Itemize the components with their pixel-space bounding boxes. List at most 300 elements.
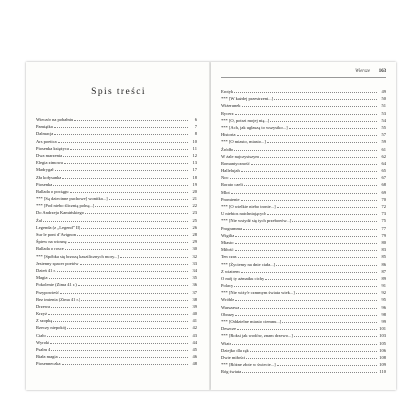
toc-entry-page: 79: [381, 232, 386, 238]
toc-entry: [36, 238, 197, 245]
toc-entry: [221, 146, 386, 153]
toc-entry-title: Psalm 4: [36, 347, 51, 352]
toc-entry-page: 69: [381, 189, 386, 195]
toc-entry: [221, 246, 386, 253]
toc-entry: [36, 217, 197, 224]
toc-entry: [221, 88, 386, 95]
toc-entry-title: *** [Nie wiży'e czmmym świata wiek...]: [221, 290, 295, 296]
toc-leader-dots: [260, 153, 377, 158]
toc-entry-page: 64: [381, 160, 386, 166]
toc-entry: [221, 275, 386, 282]
toc-entry: [36, 152, 197, 159]
toc-leader-dots: [246, 354, 377, 359]
toc-entry-page: 34: [192, 267, 197, 273]
toc-entry: [221, 325, 386, 332]
toc-entry-title: Pamiątka: [36, 124, 53, 130]
toc-entry-title: Wyroki: [36, 339, 50, 345]
toc-leader-dots: [251, 160, 377, 165]
toc-entry-title: Wiżerunek: [221, 103, 241, 109]
toc-leader-dots: [237, 325, 377, 330]
toc-leader-dots: [51, 346, 188, 351]
toc-entry: [36, 310, 197, 317]
toc-leader-dots: [78, 281, 188, 286]
toc-entry-page: 12: [192, 152, 197, 158]
toc-leader-dots: [70, 145, 188, 150]
toc-entry: [36, 353, 197, 360]
toc-entry-page: 101: [379, 326, 386, 332]
toc-entry-page: 29: [192, 239, 197, 245]
toc-entry-title: Romantyczność: [221, 160, 250, 166]
toc-entry-page: 89: [381, 275, 386, 281]
toc-leader-dots: [282, 318, 377, 323]
toc-entry-page: 110: [379, 369, 386, 375]
toc-entry-page: 80: [381, 239, 386, 245]
toc-leader-dots: [43, 217, 188, 222]
toc-leader-dots: [237, 131, 378, 136]
toc-entry-title: Pokolenie (Zima 41 r.): [36, 282, 77, 288]
toc-leader-dots: [276, 261, 377, 266]
toc-leader-dots: [81, 296, 188, 301]
toc-leader-dots: [63, 152, 188, 157]
toc-leader-dots: [277, 361, 377, 366]
toc-leader-dots: [80, 260, 189, 265]
toc-entry-title: Elegia zimowa: [36, 160, 63, 166]
toc-entry: [221, 138, 386, 145]
toc-entry-page: 51: [381, 103, 386, 109]
toc-entry-title: Madrygał: [36, 167, 54, 173]
toc-entry: [36, 267, 197, 274]
toc-leader-dots: [58, 138, 188, 143]
toc-leader-dots: [240, 304, 377, 309]
toc-entry: [36, 339, 197, 346]
toc-entry: [36, 202, 197, 209]
toc-entry-title: Drzewa: [36, 303, 50, 309]
toc-entry-title: Z szopką: [36, 318, 53, 324]
toc-leader-dots: [68, 238, 189, 243]
toc-entry-title: Dalmacja: [36, 131, 54, 137]
toc-entry-title: Miasto: [221, 239, 234, 245]
toc-entry-page: 53: [381, 110, 386, 116]
page-number: 163: [378, 69, 386, 74]
toc-entry-page: 46: [192, 354, 197, 360]
toc-entry-page: 43: [192, 332, 197, 338]
toc-entry-title: Piosenneczka: [36, 361, 61, 367]
toc-entry-page: 49: [381, 89, 386, 94]
toc-leader-dots: [50, 339, 188, 344]
toc-entry: [221, 95, 386, 102]
toc-entry-title: Ars poetica: [36, 138, 57, 144]
toc-leader-dots: [274, 95, 377, 100]
toc-entry: [36, 209, 197, 216]
toc-entry: [221, 181, 386, 188]
toc-entry: [36, 260, 197, 267]
toc-entry: [221, 131, 386, 138]
toc-entry-page: 61: [381, 146, 386, 152]
toc-entry: [36, 289, 197, 296]
toc-entry-page: 8: [194, 131, 197, 137]
toc-leader-dots: [234, 282, 377, 287]
toc-entry: [221, 289, 386, 296]
toc-entry: [36, 281, 197, 288]
toc-entry-page: 6: [194, 117, 197, 122]
toc-entry: [221, 261, 386, 268]
toc-entry-page: 21: [192, 196, 197, 202]
toc-entry-page: 72: [381, 204, 386, 209]
toc-leader-dots: [230, 174, 378, 179]
toc-entry-page: 26: [192, 224, 197, 230]
toc-leader-dots: [60, 289, 188, 294]
toc-entry-page: 92: [381, 290, 386, 296]
toc-entry-page: 68: [381, 182, 386, 188]
toc-entry-title: Dziejko dla rąk: [221, 347, 249, 353]
toc-entry-title: Jesienny spacer poetów: [36, 260, 79, 266]
toc-entry-page: 70: [381, 196, 386, 202]
toc-entry: [36, 346, 197, 353]
toc-entry-page: 96: [381, 304, 386, 310]
toc-entry-title: Miłość: [221, 247, 234, 253]
toc-entry-title: Krzyż: [36, 311, 47, 317]
toc-entry: [36, 174, 197, 181]
toc-leader-dots: [47, 332, 188, 337]
toc-leader-dots: [65, 245, 188, 250]
toc-entry-title: *** [Różne złote w świecie...]: [221, 362, 276, 368]
toc-entry-page: 65: [381, 168, 386, 174]
toc-entry-page: 42: [192, 325, 197, 331]
toc-entry: [36, 116, 197, 123]
toc-leader-dots: [51, 303, 188, 308]
toc-entry: [36, 324, 197, 331]
toc-entry-page: 50: [381, 96, 386, 102]
toc-leader-dots: [62, 174, 188, 179]
toc-leader-dots: [53, 317, 188, 322]
toc-entry-title: Legenda (z „Legend” II): [36, 224, 81, 230]
toc-entry-page: 39: [192, 303, 197, 309]
toc-entry-title: Sur le pont d’Avignon: [36, 232, 77, 237]
toc-entry: [221, 117, 386, 124]
toc-entry-title: *** [Roksi jak wodów, znam drzewo...]: [221, 333, 293, 339]
toc-entry-title: Przypowieść: [36, 289, 59, 295]
toc-entry-page: 67: [381, 175, 386, 181]
left-page: [26, 62, 211, 390]
toc-entry-title: Wigilia: [221, 232, 235, 238]
toc-entry-title: U niebios natchniających: [221, 211, 267, 217]
toc-entry-title: *** [Oddzielne miasto ciemnu...]: [221, 319, 282, 324]
toc-leader-dots: [81, 224, 188, 229]
toc-entry: [221, 225, 386, 232]
toc-entry-page: 28: [192, 232, 197, 237]
toc-entry-page: 10: [192, 138, 197, 144]
toc-entry: [36, 130, 197, 137]
toc-leader-dots: [62, 360, 189, 365]
toc-leader-dots: [277, 203, 377, 208]
toc-leader-dots: [232, 340, 377, 345]
toc-entry-page: 57: [381, 132, 386, 138]
toc-leader-dots: [235, 232, 377, 237]
toc-entry-page: 91: [381, 283, 386, 289]
toc-leader-dots: [53, 181, 188, 186]
toc-entry-title: *** [Nie wstydź się tych przeboeów...]: [221, 218, 292, 224]
toc-entry-page: 30: [192, 246, 197, 252]
toc-leader-dots: [95, 202, 188, 207]
toc-entry-title: *** [O wielkie niebo tronie...]: [221, 204, 276, 209]
toc-entry-page: 18: [192, 174, 197, 180]
toc-entry-title: Róg świata: [221, 369, 242, 375]
toc-leader-dots: [64, 159, 188, 164]
toc-entry-title: Warszawa: [221, 304, 240, 310]
toc-leader-dots: [238, 253, 377, 258]
toc-entry-page: 36: [192, 282, 197, 288]
toc-leader-dots: [234, 146, 377, 151]
toc-entry-page: 55: [381, 124, 386, 130]
toc-list-right: [221, 88, 386, 376]
toc-entry-page: 103: [379, 333, 386, 339]
toc-leader-dots: [292, 217, 377, 222]
toc-entry-title: Wiatr: [221, 340, 232, 346]
toc-entry: [36, 195, 197, 202]
toc-entry-page: 44: [192, 339, 197, 345]
toc-entry-title: Noc: [221, 175, 229, 181]
toc-entry-page: 19: [192, 181, 197, 187]
toc-leader-dots: [235, 239, 377, 244]
toc-entry: [221, 232, 386, 239]
running-head: Wiersze: [355, 69, 370, 74]
toc-entry: [221, 102, 386, 109]
toc-leader-dots: [294, 332, 377, 337]
toc-leader-dots: [250, 347, 377, 352]
toc-entry-title: *** [Spóbka się brzozą kasztlicznych mory...]: [36, 253, 119, 259]
toc-entry-page: 87: [381, 268, 386, 274]
toc-entry-title: Żal: [36, 217, 42, 223]
toc-entry-title: *** [O, potrzi mojej nią...]: [221, 117, 270, 123]
toc-entry: [221, 332, 386, 339]
toc-entry: [36, 138, 197, 145]
toc-entry-title: Dzień 41 r.: [36, 267, 56, 273]
toc-entry-page: 17: [192, 167, 197, 173]
toc-entry: [221, 189, 386, 196]
toc-leader-dots: [85, 209, 188, 214]
toc-entry: [221, 239, 386, 246]
toc-leader-dots: [235, 296, 377, 301]
toc-entry-title: Ballada o rosce: [36, 246, 64, 252]
toc-entry-page: 85: [381, 254, 386, 260]
toc-entry: [221, 160, 386, 167]
toc-leader-dots: [289, 124, 377, 129]
toc-entry-page: 11: [192, 145, 197, 151]
toc-entry-title: *** [W każdej przestrzeni...]: [221, 96, 274, 102]
toc-entry: [36, 253, 197, 260]
toc-entry: [221, 311, 386, 318]
toc-entry: [221, 253, 386, 260]
toc-entry-page: 35: [192, 275, 197, 281]
toc-entry-title: Ten czas: [221, 254, 237, 260]
toc-entry-title: *** [Pod niebo ślicznią polną...]: [36, 203, 95, 209]
toc-entry-page: 86: [381, 261, 386, 267]
toc-entry-title: Wieczór na pobałniu: [36, 117, 74, 122]
toc-leader-dots: [296, 289, 377, 294]
toc-entry: [221, 361, 386, 368]
toc-leader-dots: [54, 123, 188, 128]
toc-leader-dots: [59, 353, 188, 358]
toc-entry-page: 45: [192, 347, 197, 352]
toc-entry-title: Ballada o pociągu: [36, 188, 69, 194]
page-header: [221, 68, 386, 78]
toc-entry-page: 41: [192, 318, 197, 324]
toc-leader-dots: [120, 253, 188, 258]
right-page: [211, 62, 396, 390]
toc-leader-dots: [49, 274, 189, 279]
toc-entry-page: 95: [381, 297, 386, 303]
toc-entry: [221, 203, 386, 210]
toc-entry-title: Rzeczy niepokój: [36, 325, 67, 331]
toc-entry: [221, 296, 386, 303]
toc-entry-title: Rycerz: [221, 110, 234, 116]
toc-entry: [221, 340, 386, 347]
toc-entry-title: *** [O miasto, miasto...]: [221, 139, 266, 145]
toc-entry-page: 40: [192, 311, 197, 317]
toc-entry: [221, 282, 386, 289]
toc-entry: [221, 124, 386, 131]
toc-entry-title: Źródło: [221, 146, 234, 152]
toc-entry: [221, 217, 386, 224]
toc-entry-title: Obrazy: [221, 311, 235, 317]
toc-leader-dots: [243, 225, 377, 230]
toc-entry: [36, 332, 197, 339]
toc-leader-dots: [55, 166, 189, 171]
toc-entry-page: 32: [192, 253, 197, 259]
toc-entry-page: 75: [381, 218, 386, 224]
toc-entry-title: Hallelujah: [221, 168, 240, 174]
toc-entry-title: Historia: [221, 132, 236, 138]
toc-entry: [221, 268, 386, 275]
toc-leader-dots: [244, 181, 377, 186]
toc-entry-page: 59: [381, 139, 386, 145]
toc-entry: [36, 245, 197, 252]
toc-entry: [36, 159, 197, 166]
toc-entry-title: W żale najczystszym: [221, 153, 259, 159]
toc-entry-title: Piosenka księżyca: [36, 145, 69, 151]
toc-leader-dots: [74, 116, 188, 121]
toc-leader-dots: [265, 275, 377, 280]
toc-leader-dots: [241, 167, 377, 172]
toc-entry: [221, 304, 386, 311]
toc-entry: [36, 296, 197, 303]
toc-entry-page: 13: [192, 160, 197, 166]
toc-entry-title: Magia: [36, 275, 48, 281]
toc-entry-page: 109: [379, 362, 386, 368]
toc-entry: [221, 210, 386, 217]
toc-entry: [36, 360, 197, 367]
toc-entry-page: 99: [381, 319, 386, 324]
toc-entry-page: 106: [379, 347, 386, 353]
toc-entry-page: 73: [381, 211, 386, 217]
toc-leader-dots: [109, 195, 188, 200]
toc-leader-dots: [57, 267, 188, 272]
toc-entry: [221, 196, 386, 203]
toc-entry-page: 108: [379, 354, 386, 360]
toc-entry-page: 62: [381, 153, 386, 159]
toc-entry-title: *** [Są dziecinne puchowe] wonitka...]: [36, 196, 108, 202]
toc-entry-page: 38: [192, 296, 197, 302]
toc-entry-title: Dwa marzenia: [36, 152, 63, 158]
toc-leader-dots: [270, 117, 377, 122]
toc-leader-dots: [70, 188, 189, 193]
toc-entry: [36, 317, 197, 324]
toc-entry-title: Wróble: [221, 297, 235, 303]
toc-entry-page: 20: [192, 188, 197, 194]
toc-entry-title: *** [Życiemy na dnie ciała...]: [221, 261, 276, 267]
toc-entry: [36, 224, 197, 231]
toc-entry-title: *** [Ach, jak ugłaszą to wszystko...]: [221, 124, 288, 130]
toc-entry-title: Zła kołysanka: [36, 174, 62, 180]
toc-entry: [221, 153, 386, 160]
toc-entry: [36, 231, 197, 238]
toc-entry-title: Biała magia: [36, 354, 58, 360]
toc-entry-title: Deszcze: [221, 326, 236, 332]
toc-entry-title: Mlot: [221, 189, 230, 195]
toc-entry-title: Do Andrzeja Kamińskiego: [36, 210, 84, 216]
toc-entry-page: 83: [381, 247, 386, 253]
toc-entry-title: Z wiatrem: [221, 268, 240, 274]
toc-entry: [36, 181, 197, 188]
toc-entry-title: Promienie: [221, 196, 240, 202]
toc-leader-dots: [242, 368, 377, 373]
toc-entry-page: 37: [192, 289, 197, 295]
toc-entry-page: 105: [379, 340, 386, 346]
toc-leader-dots: [77, 231, 188, 236]
toc-leader-dots: [241, 268, 377, 273]
toc-list-left: [36, 116, 197, 368]
toc-leader-dots: [67, 324, 188, 329]
toc-entry: [221, 347, 386, 354]
toc-entry-page: 33: [192, 260, 197, 266]
toc-leader-dots: [241, 196, 378, 201]
toc-title: Spis treści: [91, 87, 146, 97]
toc-entry: [221, 167, 386, 174]
toc-leader-dots: [235, 110, 377, 115]
toc-entry: [221, 354, 386, 361]
toc-leader-dots: [242, 102, 377, 107]
toc-entry: [36, 274, 197, 281]
toc-entry: [36, 303, 197, 310]
toc-entry: [221, 110, 386, 117]
toc-entry-page: 7: [194, 124, 197, 130]
toc-entry-title: Ciało: [36, 332, 46, 338]
toc-entry-title: Dwie miłości: [221, 354, 246, 360]
toc-entry-title: Bez imienia (Zima 41 r.): [36, 296, 81, 302]
toc-entry-title: Polacy: [221, 283, 234, 289]
toc-leader-dots: [54, 130, 188, 135]
toc-entry-title: Rorato caeli: [221, 182, 243, 188]
toc-leader-dots: [235, 311, 377, 316]
toc-leader-dots: [267, 138, 377, 143]
toc-entry-page: 23: [192, 210, 197, 216]
toc-entry-title: Śpiew na wiosnę: [36, 239, 67, 245]
toc-entry-page: 22: [192, 203, 197, 209]
toc-entry-title: Programma: [221, 225, 242, 231]
toc-entry-page: 48: [192, 361, 197, 367]
toc-leader-dots: [235, 246, 377, 251]
toc-entry: [36, 188, 197, 195]
toc-leader-dots: [267, 210, 377, 215]
toc-leader-dots: [231, 189, 377, 194]
toc-leader-dots: [234, 88, 377, 93]
toc-entry-title: O mój ty ażmatku cichy: [221, 275, 265, 281]
toc-entry: [36, 123, 197, 130]
toc-entry-page: 54: [381, 117, 386, 123]
toc-entry-page: 77: [381, 225, 386, 231]
toc-entry-title: Piosenka: [36, 181, 53, 187]
toc-entry-page: 25: [192, 217, 197, 223]
